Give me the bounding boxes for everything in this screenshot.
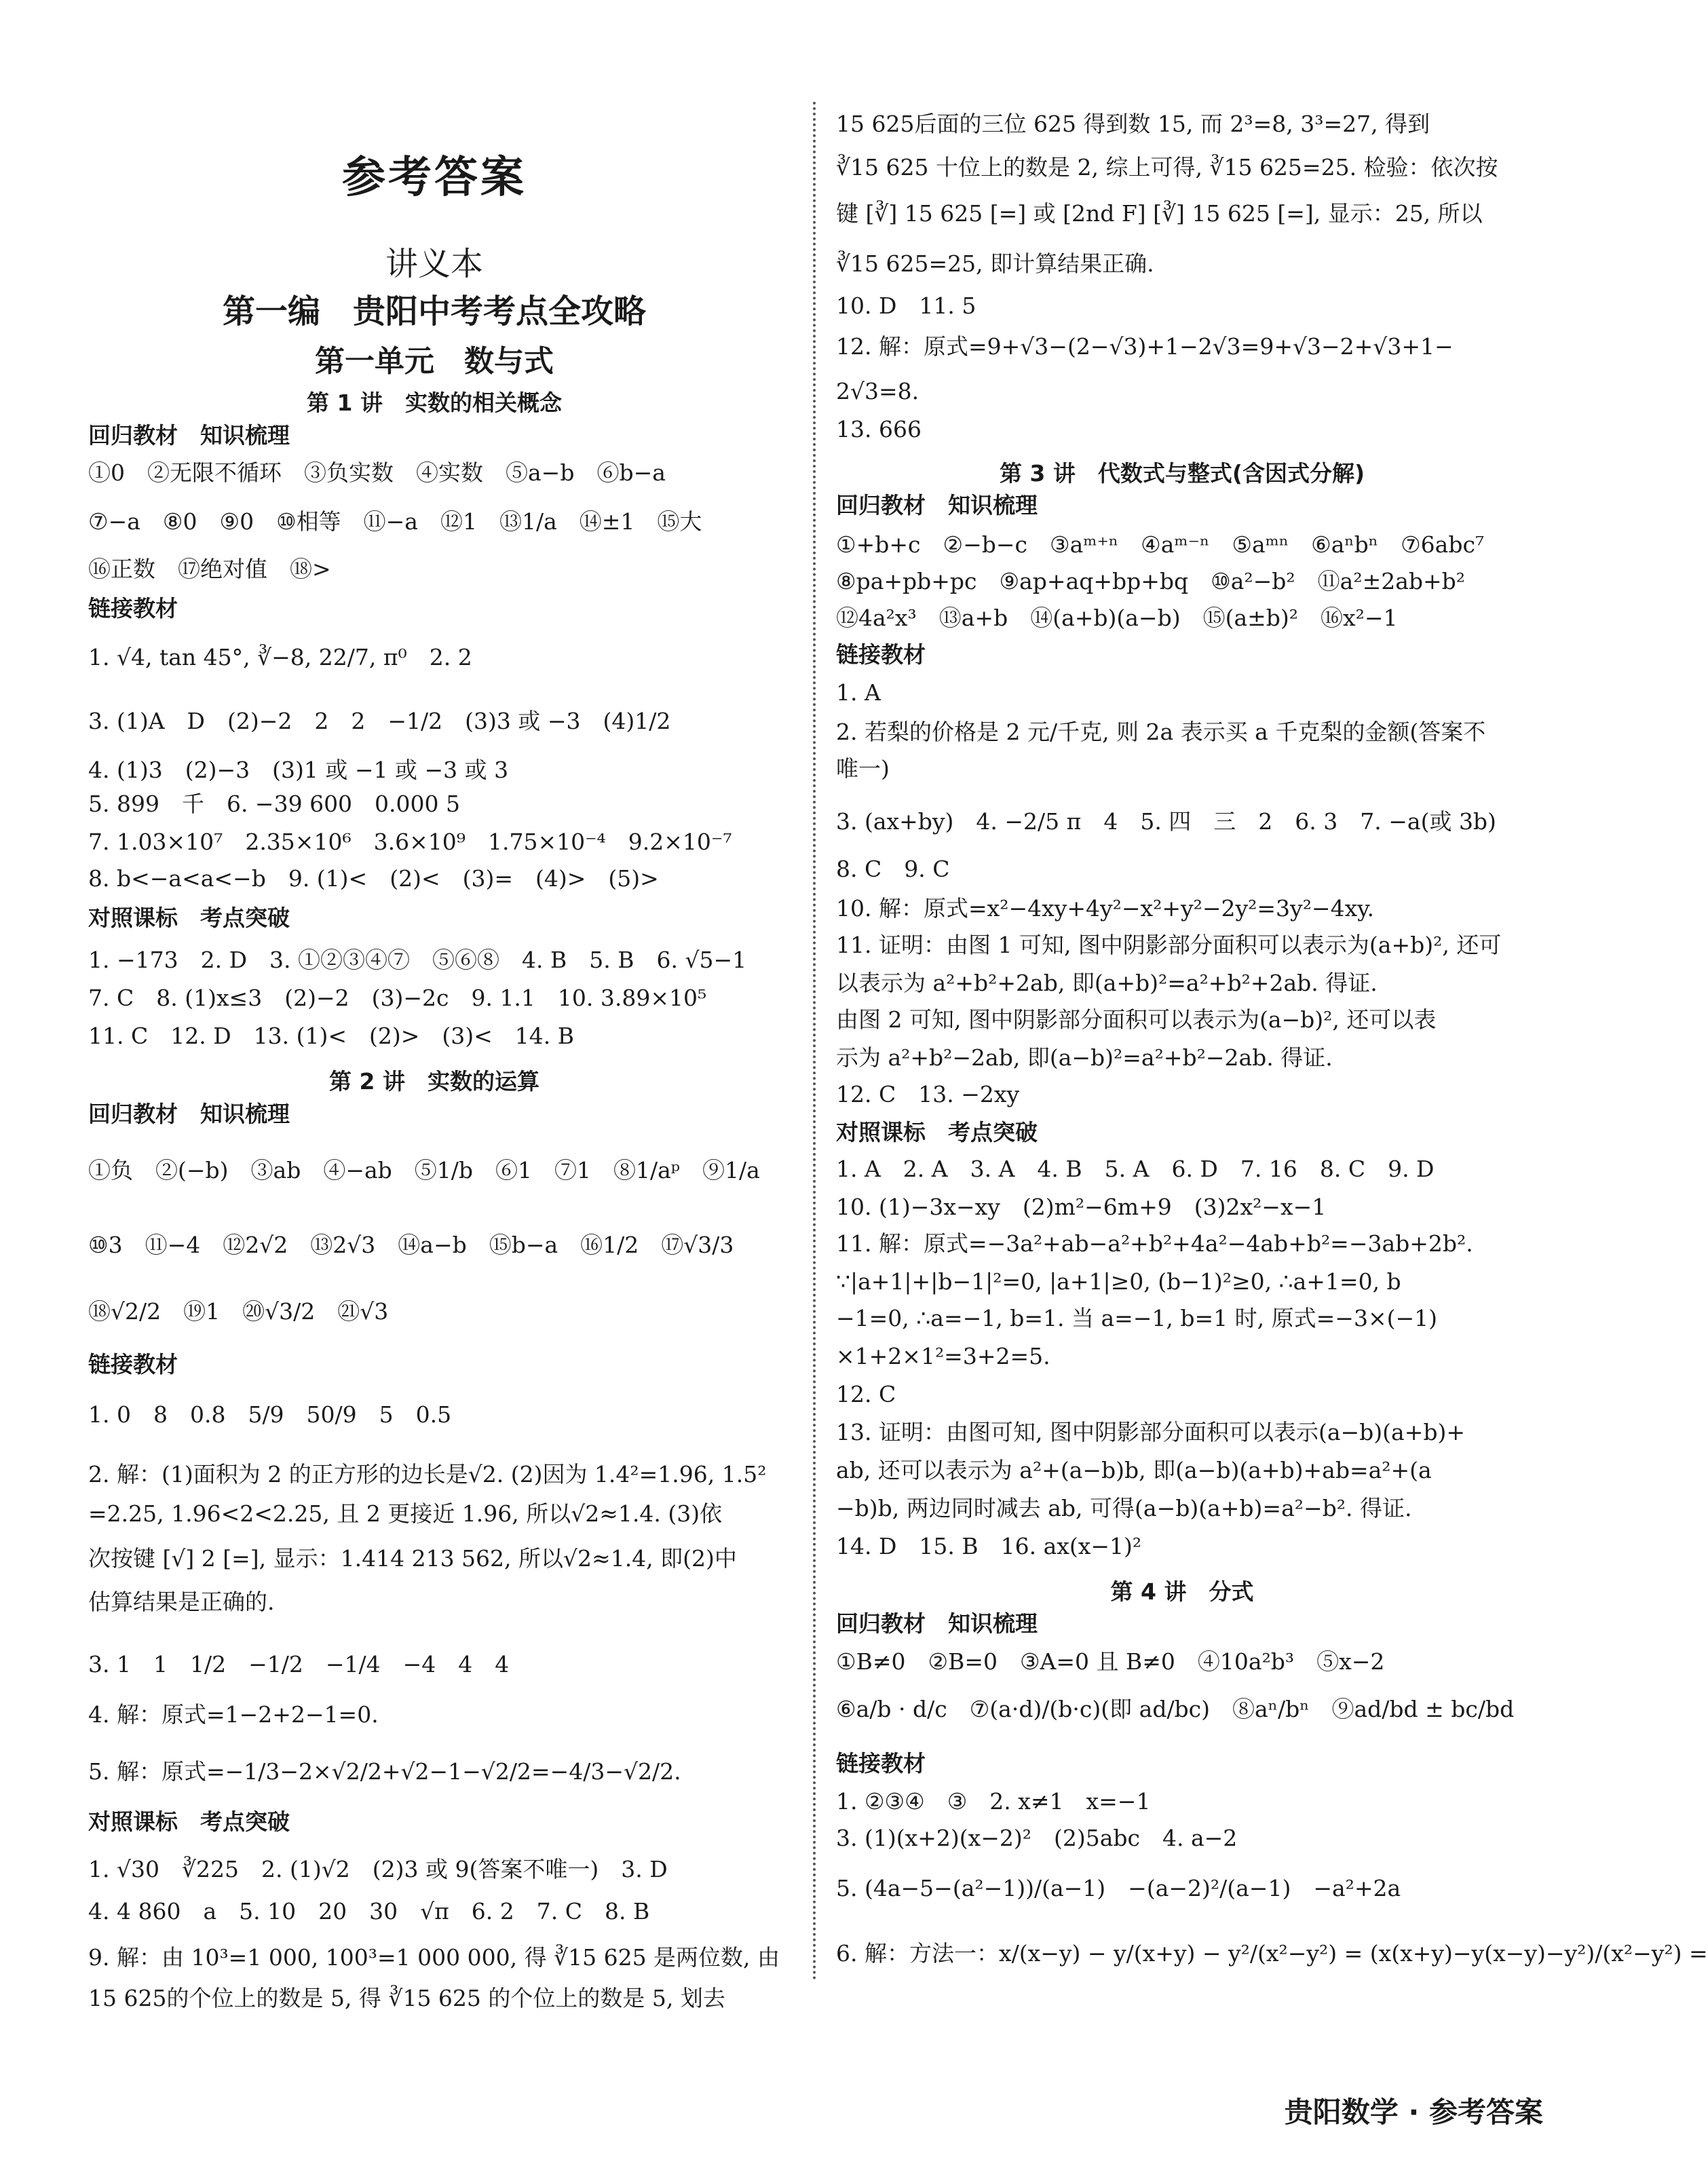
answer-line: ①负 ②(−b) ③ab ④−ab ⑤1/b ⑥1 ⑦1 ⑧1/aᵖ ⑨1/a — [88, 1157, 760, 1183]
answer-line: −b)b, 两边同时减去 ab, 可得(a−b)(a+b)=a²−b². 得证. — [836, 1495, 1412, 1521]
answer-line: ⑥a/b · d/c ⑦(a·d)/(b·c)(即 ad/bc) ⑧aⁿ/bⁿ ⑨ad/bd ± bc/bd — [836, 1696, 1515, 1722]
answer-line: ⑯正数 ⑰绝对值 ⑱> — [88, 556, 331, 582]
answer-line: 12. 解：原式=9+√3−(2−√3)+1−2√3=9+√3−2+√3+1− — [836, 333, 1454, 360]
lecture-heading: 第 1 讲 实数的相关概念 — [307, 390, 562, 416]
answer-line: 4. (1)3 (2)−3 (3)1 或 −1 或 −3 或 3 — [88, 757, 509, 783]
answer-line: ①+b+c ②−b−c ③aᵐ⁺ⁿ ④aᵐ⁻ⁿ ⑤aᵐⁿ ⑥aⁿbⁿ ⑦6abc⁷ — [836, 531, 1485, 558]
section-heading: 回归教材 知识梳理 — [88, 422, 290, 449]
page-footer: 贵阳数学 · 参考答案 — [1284, 2095, 1543, 2129]
answer-line: 2√3=8. — [836, 378, 919, 404]
section-heading: 链接教材 — [88, 1351, 178, 1378]
section-heading: 对照课标 考点突破 — [88, 905, 290, 931]
answer-line: 13. 证明：由图可知, 图中阴影部分面积可以表示(a−b)(a+b)+ — [836, 1419, 1465, 1445]
answer-line: ①0 ②无限不循环 ③负实数 ④实数 ⑤a−b ⑥b−a — [88, 459, 666, 486]
column-divider — [813, 102, 816, 1981]
section-heading: 链接教材 — [836, 641, 926, 668]
answer-line: ①B≠0 ②B=0 ③A=0 且 B≠0 ④10a²b³ ⑤x−2 — [836, 1648, 1385, 1675]
answer-line: 4. 4 860 a 5. 10 20 30 √π 6. 2 7. C 8. B — [88, 1898, 650, 1924]
answer-line: 次按键 [√] 2 [=], 显示：1.414 213 562, 所以√2≈1.4, 即(2)中 — [88, 1545, 737, 1572]
answer-line: 10. D 11. 5 — [836, 292, 976, 319]
answer-line: 1. 0 8 0.8 5/9 50/9 5 0.5 — [88, 1401, 452, 1428]
lecture-heading: 第 2 讲 实数的运算 — [329, 1068, 539, 1095]
answer-line: 示为 a²+b²−2ab, 即(a−b)²=a²+b²−2ab. 得证. — [836, 1044, 1333, 1071]
section-heading: 对照课标 考点突破 — [836, 1119, 1038, 1145]
answer-line: 3. (1)A D (2)−2 2 2 −1/2 (3)3 或 −3 (4)1/2 — [88, 708, 671, 734]
answer-line: ×1+2×1²=3+2=5. — [836, 1343, 1050, 1369]
unit-title: 第一单元 数与式 — [315, 344, 554, 379]
answer-line: −1=0, ∴a=−1, b=1. 当 a=−1, b=1 时, 原式=−3×(−1) — [836, 1305, 1437, 1331]
lecture-heading: 第 3 讲 代数式与整式(含因式分解) — [999, 460, 1365, 487]
answer-line: ⑧pa+pb+pc ⑨ap+aq+bp+bq ⑩a²−b² ⑪a²±2ab+b² — [836, 568, 1466, 594]
answer-line: 5. 解：原式=−1/3−2×√2/2+√2−1−√2/2=−4/3−√2/2. — [88, 1758, 681, 1785]
answer-line: ⑱√2/2 ⑲1 ⑳√3/2 ㉑√3 — [88, 1298, 389, 1325]
answer-line: 由图 2 可知, 图中阴影部分面积可以表示为(a−b)², 还可以表 — [836, 1006, 1437, 1033]
section-heading: 回归教材 知识梳理 — [836, 1610, 1038, 1637]
answer-line: 2. 解：(1)面积为 2 的正方形的边长是√2. (2)因为 1.4²=1.96, 1.5² — [88, 1461, 767, 1487]
answer-line: 6. 解：方法一：x/(x−y) − y/(x+y) − y²/(x²−y²) = (x(x+y)−y(x−y)−y²)/(x²−y²) = — [836, 1940, 1708, 1967]
answer-line: 唯一) — [836, 755, 890, 782]
part-title: 第一编 贵阳中考考点全攻略 — [222, 292, 646, 330]
answer-line: 1. A 2. A 3. A 4. B 5. A 6. D 7. 16 8. C 9. D — [836, 1156, 1435, 1182]
answer-line: 10. (1)−3x−xy (2)m²−6m+9 (3)2x²−x−1 — [836, 1194, 1327, 1220]
section-heading: 对照课标 考点突破 — [88, 1808, 290, 1835]
answer-line: ab, 还可以表示为 a²+(a−b)b, 即(a−b)(a+b)+ab=a²+(a — [836, 1457, 1432, 1483]
page-title: 参考答案 — [342, 153, 527, 203]
answer-line: 1. √4, tan 45°, ∛−8, 22/7, π⁰ 2. 2 — [88, 644, 472, 670]
answer-line: 1. −173 2. D 3. ①②③④⑦ ⑤⑥⑧ 4. B 5. B 6. √5−1 — [88, 947, 747, 973]
answer-line: 4. 解：原式=1−2+2−1=0. — [88, 1701, 379, 1728]
answer-line: 3. 1 1 1/2 −1/2 −1/4 −4 4 4 — [88, 1651, 510, 1677]
answer-line: 7. 1.03×10⁷ 2.35×10⁶ 3.6×10⁹ 1.75×10⁻⁴ 9.2×10⁻⁷ — [88, 829, 732, 855]
answer-line: ∛15 625=25, 即计算结果正确. — [836, 250, 1154, 277]
answer-line: ∛15 625 十位上的数是 2, 综上可得, ∛15 625=25. 检验：依次按 — [836, 154, 1498, 181]
answer-line: 8. b<−a<a<−b 9. (1)< (2)< (3)= (4)> (5)> — [88, 865, 659, 892]
section-heading: 回归教材 知识梳理 — [836, 492, 1038, 518]
answer-line: 9. 解：由 10³=1 000, 100³=1 000 000, 得 ∛15 625 是两位数, 由 — [88, 1944, 780, 1971]
answer-line: 2. 若梨的价格是 2 元/千克, 则 2a 表示买 a 千克梨的金额(答案不 — [836, 719, 1486, 745]
answer-line: 估算结果是正确的. — [88, 1589, 275, 1615]
answer-line: 11. C 12. D 13. (1)< (2)> (3)< 14. B — [88, 1023, 575, 1049]
answer-line: 13. 666 — [836, 416, 922, 442]
answer-line: 7. C 8. (1)x≤3 (2)−2 (3)−2c 9. 1.1 10. 3.89×10⁵ — [88, 985, 707, 1011]
answer-line: 11. 证明：由图 1 可知, 图中阴影部分面积可以表示为(a+b)², 还可 — [836, 932, 1502, 958]
answer-line: 键 [∛] 15 625 [=] 或 [2nd F] [∛] 15 625 [=], 显示：25, 所以 — [836, 200, 1483, 227]
section-heading: 链接教材 — [836, 1750, 926, 1777]
answer-line: 3. (1)(x+2)(x−2)² (2)5abc 4. a−2 — [836, 1825, 1238, 1851]
book-title: 讲义本 — [385, 245, 483, 283]
answer-line: 12. C 13. −2xy — [836, 1081, 1020, 1107]
answer-line: 1. √30 ∛225 2. (1)√2 (2)3 或 9(答案不唯一) 3. D — [88, 1856, 668, 1882]
answer-line: ∵|a+1|+|b−1|²=0, |a+1|≥0, (b−1)²≥0, ∴a+1=0, b — [836, 1268, 1401, 1295]
answer-line: 10. 解：原式=x²−4xy+4y²−x²+y²−2y²=3y²−4xy. — [836, 895, 1374, 922]
answer-line: ⑩3 ⑪−4 ⑫2√2 ⑬2√3 ⑭a−b ⑮b−a ⑯1/2 ⑰√3/3 — [88, 1232, 734, 1258]
lecture-heading: 第 4 讲 分式 — [1110, 1578, 1254, 1605]
section-heading: 链接教材 — [88, 595, 178, 622]
answer-line: 11. 解：原式=−3a²+ab−a²+b²+4a²−4ab+b²=−3ab+2b². — [836, 1230, 1473, 1257]
answer-line: ⑫4a²x³ ⑬a+b ⑭(a+b)(a−b) ⑮(a±b)² ⑯x²−1 — [836, 605, 1398, 631]
answer-line: 5. (4a−5−(a²−1))/(a−1) −(a−2)²/(a−1) −a²+2a — [836, 1875, 1401, 1901]
answer-line: 1. ②③④ ③ 2. x≠1 x=−1 — [836, 1788, 1151, 1815]
answer-line: =2.25, 1.96<2<2.25, 且 2 更接近 1.96, 所以√2≈1.4. (3)依 — [88, 1500, 723, 1527]
answer-line: 1. A — [836, 679, 881, 706]
answer-line: 15 625的个位上的数是 5, 得 ∛15 625 的个位上的数是 5, 划去 — [88, 1985, 725, 2011]
answer-line: 3. (ax+by) 4. −2/5 π 4 5. 四 三 2 6. 3 7. −a(或 3b) — [836, 808, 1496, 835]
section-heading: 回归教材 知识梳理 — [88, 1101, 290, 1127]
answer-line: 15 625后面的三位 625 得到数 15, 而 2³=8, 3³=27, 得到 — [836, 111, 1430, 137]
answer-line: 以表示为 a²+b²+2ab, 即(a+b)²=a²+b²+2ab. 得证. — [836, 970, 1378, 996]
answer-line: 12. C — [836, 1381, 896, 1407]
answer-line: 5. 899 千 6. −39 600 0.000 5 — [88, 791, 461, 817]
answer-line: ⑦−a ⑧0 ⑨0 ⑩相等 ⑪−a ⑫1 ⑬1/a ⑭±1 ⑮大 — [88, 508, 702, 535]
answer-line: 8. C 9. C — [836, 856, 950, 882]
answer-line: 14. D 15. B 16. ax(x−1)² — [836, 1533, 1142, 1559]
